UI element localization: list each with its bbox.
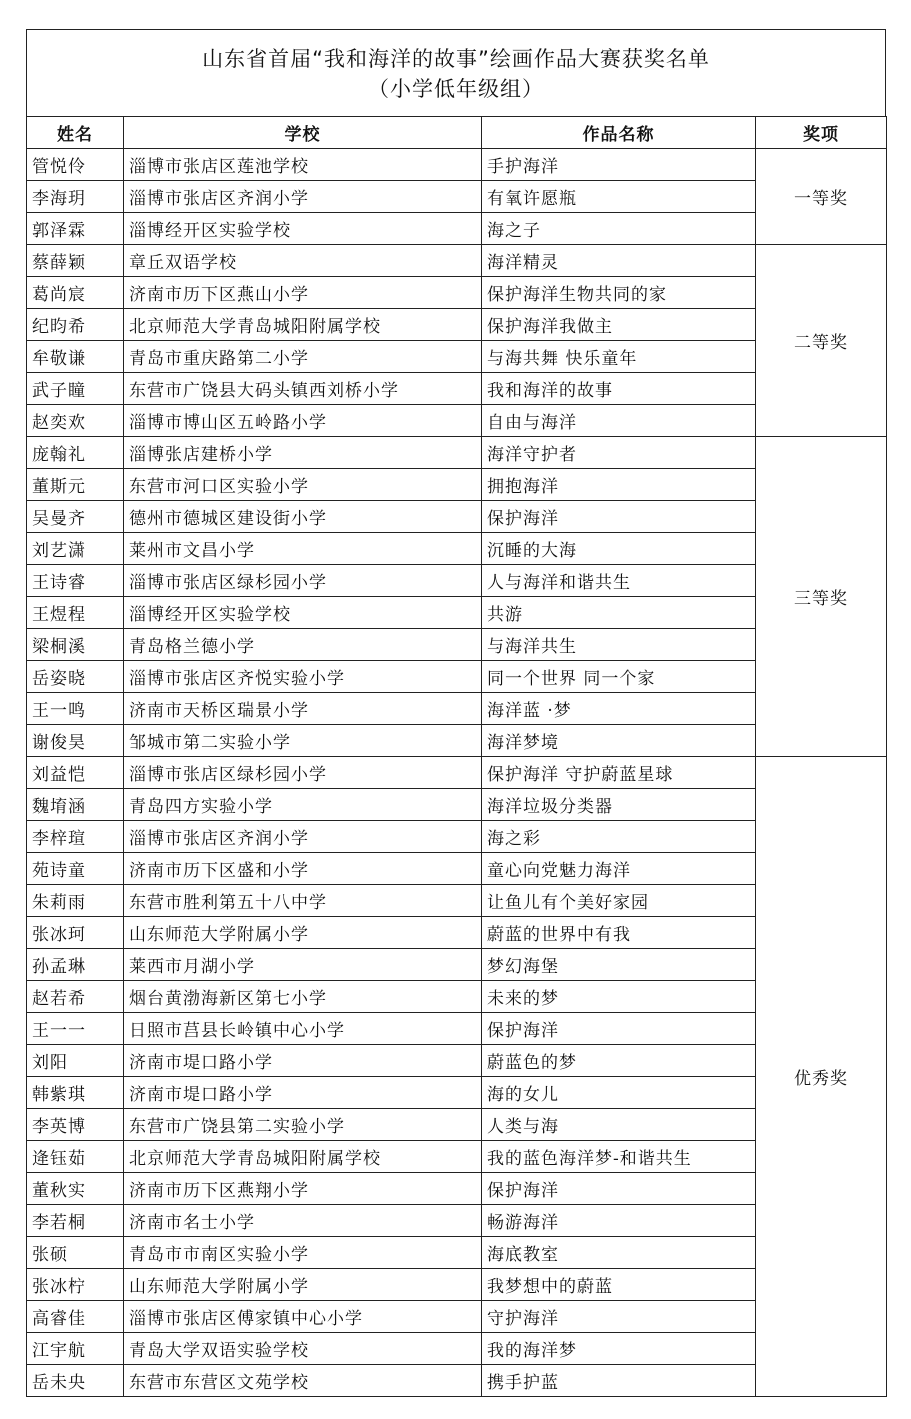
cell-school: 青岛四方实验小学 xyxy=(124,789,482,821)
cell-work-title: 携手护蓝 xyxy=(482,1365,756,1397)
cell-school: 山东师范大学附属小学 xyxy=(124,1269,482,1301)
header-award: 奖项 xyxy=(756,117,887,149)
cell-student-name: 刘艺潇 xyxy=(27,533,124,565)
cell-student-name: 王一一 xyxy=(27,1013,124,1045)
cell-work-title: 与海洋共生 xyxy=(482,629,756,661)
cell-school: 济南市天桥区瑞景小学 xyxy=(124,693,482,725)
cell-school: 济南市历下区燕山小学 xyxy=(124,277,482,309)
table-header-row xyxy=(27,117,887,149)
cell-student-name: 李若桐 xyxy=(27,1205,124,1237)
cell-work-title: 同一个世界 同一个家 xyxy=(482,661,756,693)
cell-work-title: 海洋梦境 xyxy=(482,725,756,757)
cell-school: 济南市历下区盛和小学 xyxy=(124,853,482,885)
cell-student-name: 张硕 xyxy=(27,1237,124,1269)
cell-student-name: 朱莉雨 xyxy=(27,885,124,917)
cell-student-name: 葛尚宸 xyxy=(27,277,124,309)
cell-school: 东营市广饶县第二实验小学 xyxy=(124,1109,482,1141)
cell-school: 济南市堤口路小学 xyxy=(124,1077,482,1109)
cell-work-title: 梦幻海堡 xyxy=(482,949,756,981)
cell-student-name: 牟敬谦 xyxy=(27,341,124,373)
cell-work-title: 保护海洋 xyxy=(482,501,756,533)
cell-work-title: 保护海洋我做主 xyxy=(482,309,756,341)
cell-award-level: 一等奖 xyxy=(756,149,887,245)
cell-school: 济南市堤口路小学 xyxy=(124,1045,482,1077)
cell-school: 章丘双语学校 xyxy=(124,245,482,277)
cell-work-title: 海洋守护者 xyxy=(482,437,756,469)
award-list-sheet xyxy=(26,29,886,1397)
cell-work-title: 海洋垃圾分类器 xyxy=(482,789,756,821)
cell-work-title: 拥抱海洋 xyxy=(482,469,756,501)
cell-work-title: 畅游海洋 xyxy=(482,1205,756,1237)
cell-student-name: 李英博 xyxy=(27,1109,124,1141)
cell-work-title: 童心向党魅力海洋 xyxy=(482,853,756,885)
page-title: 山东省首届“我和海洋的故事”绘画作品大赛获奖名单 xyxy=(202,47,710,71)
cell-school: 莱西市月湖小学 xyxy=(124,949,482,981)
cell-student-name: 孙孟琳 xyxy=(27,949,124,981)
cell-school: 济南市名士小学 xyxy=(124,1205,482,1237)
cell-student-name: 张冰柠 xyxy=(27,1269,124,1301)
cell-student-name: 庞翰礼 xyxy=(27,437,124,469)
cell-work-title: 守护海洋 xyxy=(482,1301,756,1333)
cell-school: 青岛市市南区实验小学 xyxy=(124,1237,482,1269)
cell-work-title: 我和海洋的故事 xyxy=(482,373,756,405)
cell-school: 东营市胜利第五十八中学 xyxy=(124,885,482,917)
cell-student-name: 吴曼齐 xyxy=(27,501,124,533)
cell-school: 淄博市张店区绿杉园小学 xyxy=(124,757,482,789)
cell-student-name: 赵奕欢 xyxy=(27,405,124,437)
cell-school: 山东师范大学附属小学 xyxy=(124,917,482,949)
cell-student-name: 苑诗童 xyxy=(27,853,124,885)
cell-work-title: 保护海洋 守护蔚蓝星球 xyxy=(482,757,756,789)
cell-student-name: 岳姿晓 xyxy=(27,661,124,693)
cell-student-name: 赵若希 xyxy=(27,981,124,1013)
cell-school: 淄博市张店区齐悦实验小学 xyxy=(124,661,482,693)
table-row xyxy=(27,149,887,181)
cell-student-name: 董秋实 xyxy=(27,1173,124,1205)
cell-student-name: 郭泽霖 xyxy=(27,213,124,245)
cell-work-title: 海的女儿 xyxy=(482,1077,756,1109)
cell-school: 淄博经开区实验学校 xyxy=(124,213,482,245)
cell-student-name: 蔡薛颖 xyxy=(27,245,124,277)
cell-school: 莱州市文昌小学 xyxy=(124,533,482,565)
cell-school: 淄博经开区实验学校 xyxy=(124,597,482,629)
cell-school: 济南市历下区燕翔小学 xyxy=(124,1173,482,1205)
table-row xyxy=(27,757,887,789)
cell-work-title: 我的蓝色海洋梦-和谐共生 xyxy=(482,1141,756,1173)
cell-school: 淄博市张店区傅家镇中心小学 xyxy=(124,1301,482,1333)
cell-work-title: 人与海洋和谐共生 xyxy=(482,565,756,597)
cell-work-title: 海洋蓝 ·梦 xyxy=(482,693,756,725)
title-box xyxy=(26,29,886,116)
cell-school: 淄博市张店区莲池学校 xyxy=(124,149,482,181)
cell-work-title: 让鱼儿有个美好家园 xyxy=(482,885,756,917)
cell-work-title: 海底教室 xyxy=(482,1237,756,1269)
cell-school: 东营市东营区文苑学校 xyxy=(124,1365,482,1397)
cell-work-title: 与海共舞 快乐童年 xyxy=(482,341,756,373)
cell-school: 德州市德城区建设街小学 xyxy=(124,501,482,533)
cell-school: 淄博市博山区五岭路小学 xyxy=(124,405,482,437)
cell-work-title: 蔚蓝的世界中有我 xyxy=(482,917,756,949)
cell-student-name: 王煜程 xyxy=(27,597,124,629)
cell-student-name: 李梓瑄 xyxy=(27,821,124,853)
cell-school: 邹城市第二实验小学 xyxy=(124,725,482,757)
cell-work-title: 保护海洋生物共同的家 xyxy=(482,277,756,309)
cell-school: 东营市广饶县大码头镇西刘桥小学 xyxy=(124,373,482,405)
cell-student-name: 韩紫琪 xyxy=(27,1077,124,1109)
cell-student-name: 高睿佳 xyxy=(27,1301,124,1333)
cell-student-name: 梁桐溪 xyxy=(27,629,124,661)
cell-school: 日照市莒县长岭镇中心小学 xyxy=(124,1013,482,1045)
cell-school: 东营市河口区实验小学 xyxy=(124,469,482,501)
cell-student-name: 张冰珂 xyxy=(27,917,124,949)
cell-school: 青岛大学双语实验学校 xyxy=(124,1333,482,1365)
cell-award-level: 三等奖 xyxy=(756,437,887,757)
cell-school: 北京师范大学青岛城阳附属学校 xyxy=(124,1141,482,1173)
cell-school: 淄博市张店区齐润小学 xyxy=(124,181,482,213)
header-name: 姓名 xyxy=(27,117,124,149)
cell-work-title: 共游 xyxy=(482,597,756,629)
cell-student-name: 武子瞳 xyxy=(27,373,124,405)
award-table xyxy=(26,116,887,1397)
header-school: 学校 xyxy=(124,117,482,149)
cell-school: 北京师范大学青岛城阳附属学校 xyxy=(124,309,482,341)
cell-student-name: 刘阳 xyxy=(27,1045,124,1077)
cell-school: 淄博市张店区绿杉园小学 xyxy=(124,565,482,597)
cell-work-title: 蔚蓝色的梦 xyxy=(482,1045,756,1077)
cell-student-name: 谢俊昊 xyxy=(27,725,124,757)
cell-student-name: 江宇航 xyxy=(27,1333,124,1365)
cell-work-title: 有氧许愿瓶 xyxy=(482,181,756,213)
cell-work-title: 未来的梦 xyxy=(482,981,756,1013)
table-row xyxy=(27,245,887,277)
cell-work-title: 海洋精灵 xyxy=(482,245,756,277)
cell-student-name: 王一鸣 xyxy=(27,693,124,725)
cell-work-title: 我梦想中的蔚蓝 xyxy=(482,1269,756,1301)
cell-work-title: 手护海洋 xyxy=(482,149,756,181)
cell-student-name: 刘益恺 xyxy=(27,757,124,789)
cell-student-name: 董斯元 xyxy=(27,469,124,501)
cell-student-name: 魏堉涵 xyxy=(27,789,124,821)
cell-work-title: 海之彩 xyxy=(482,821,756,853)
cell-student-name: 李海玥 xyxy=(27,181,124,213)
cell-student-name: 岳未央 xyxy=(27,1365,124,1397)
cell-work-title: 自由与海洋 xyxy=(482,405,756,437)
cell-work-title: 海之子 xyxy=(482,213,756,245)
cell-award-level: 二等奖 xyxy=(756,245,887,437)
cell-work-title: 保护海洋 xyxy=(482,1013,756,1045)
page-subtitle: （小学低年级组） xyxy=(368,77,544,101)
table-body xyxy=(27,149,887,1397)
cell-school: 淄博张店建桥小学 xyxy=(124,437,482,469)
header-work: 作品名称 xyxy=(482,117,756,149)
cell-school: 青岛格兰德小学 xyxy=(124,629,482,661)
cell-student-name: 逄钰茹 xyxy=(27,1141,124,1173)
table-row xyxy=(27,437,887,469)
cell-student-name: 管悦伶 xyxy=(27,149,124,181)
cell-school: 青岛市重庆路第二小学 xyxy=(124,341,482,373)
cell-work-title: 我的海洋梦 xyxy=(482,1333,756,1365)
cell-work-title: 保护海洋 xyxy=(482,1173,756,1205)
cell-work-title: 沉睡的大海 xyxy=(482,533,756,565)
cell-student-name: 纪昀希 xyxy=(27,309,124,341)
cell-work-title: 人类与海 xyxy=(482,1109,756,1141)
cell-student-name: 王诗睿 xyxy=(27,565,124,597)
cell-school: 淄博市张店区齐润小学 xyxy=(124,821,482,853)
cell-school: 烟台黄渤海新区第七小学 xyxy=(124,981,482,1013)
cell-award-level: 优秀奖 xyxy=(756,757,887,1397)
